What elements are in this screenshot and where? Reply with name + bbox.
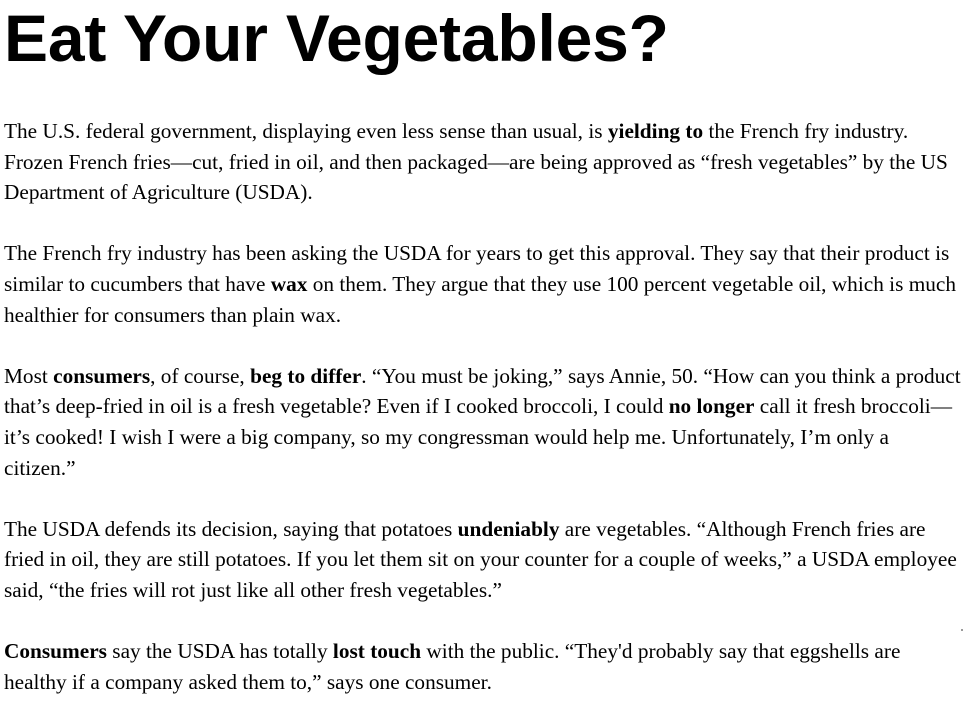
bold-phrase: no longer xyxy=(668,394,755,419)
bold-phrase: wax xyxy=(270,271,308,296)
bold-phrase: beg to differ xyxy=(250,363,362,388)
text-run: The U.S. federal government, displaying even less sense than usual, is xyxy=(4,119,608,143)
paragraph xyxy=(4,636,962,697)
text-run: with the public. “They'd probably say that eggshells are healthy if a company asked them to,” says one consumer. xyxy=(4,639,901,694)
paragraph xyxy=(4,361,962,483)
text-run: are vegetables. “Although French fries are fried in oil, they are still potatoes. If you let them sit on your counter for a couple of weeks,” a USDA employee said, “the fries will rot just like all other fresh vegetables.” xyxy=(4,516,957,602)
bold-phrase: undeniably xyxy=(457,516,560,541)
text-run: The French fry industry has been asking the USDA for years to get this approval. They say that their product is similar to cucumbers that have xyxy=(4,241,950,296)
bold-phrase: yielding to xyxy=(607,119,704,143)
text-run: on them. They argue that they use 100 percent vegetable oil, which is much healthier for consumers than plain wax. xyxy=(4,271,957,327)
text-run: , of course, xyxy=(150,363,251,388)
text-run: call it fresh broccoli—it’s cooked! I wish I were a big company, so my congressman would help me. Unfortunately, I’m only a citizen.” xyxy=(4,394,952,480)
page-title: Eat Your Vegetables? xyxy=(4,1,669,75)
text-run: say the USDA has totally xyxy=(106,639,333,664)
text-run: . “You must be joking,” says Annie, 50. “How can you think a product that’s deep-fried in oil is a fresh vegetable? Even if I cooked broccoli, I could xyxy=(4,363,961,419)
stray-dot xyxy=(961,629,963,631)
paragraph xyxy=(4,238,962,330)
text-run: Most xyxy=(4,363,54,388)
paragraph xyxy=(4,514,962,606)
paragraph xyxy=(4,116,962,208)
text-run: The USDA defends its decision, saying that potatoes xyxy=(4,516,458,541)
article-body xyxy=(4,116,960,697)
text-run: the French fry industry. Frozen French fries—cut, fried in oil, and then packaged—are being approved as “fresh vegetables” by the US Department of Agriculture (USDA). xyxy=(4,119,948,205)
bold-phrase: lost touch xyxy=(332,639,422,664)
bold-phrase: consumers xyxy=(53,363,151,388)
bold-phrase: Consumers xyxy=(4,639,107,664)
